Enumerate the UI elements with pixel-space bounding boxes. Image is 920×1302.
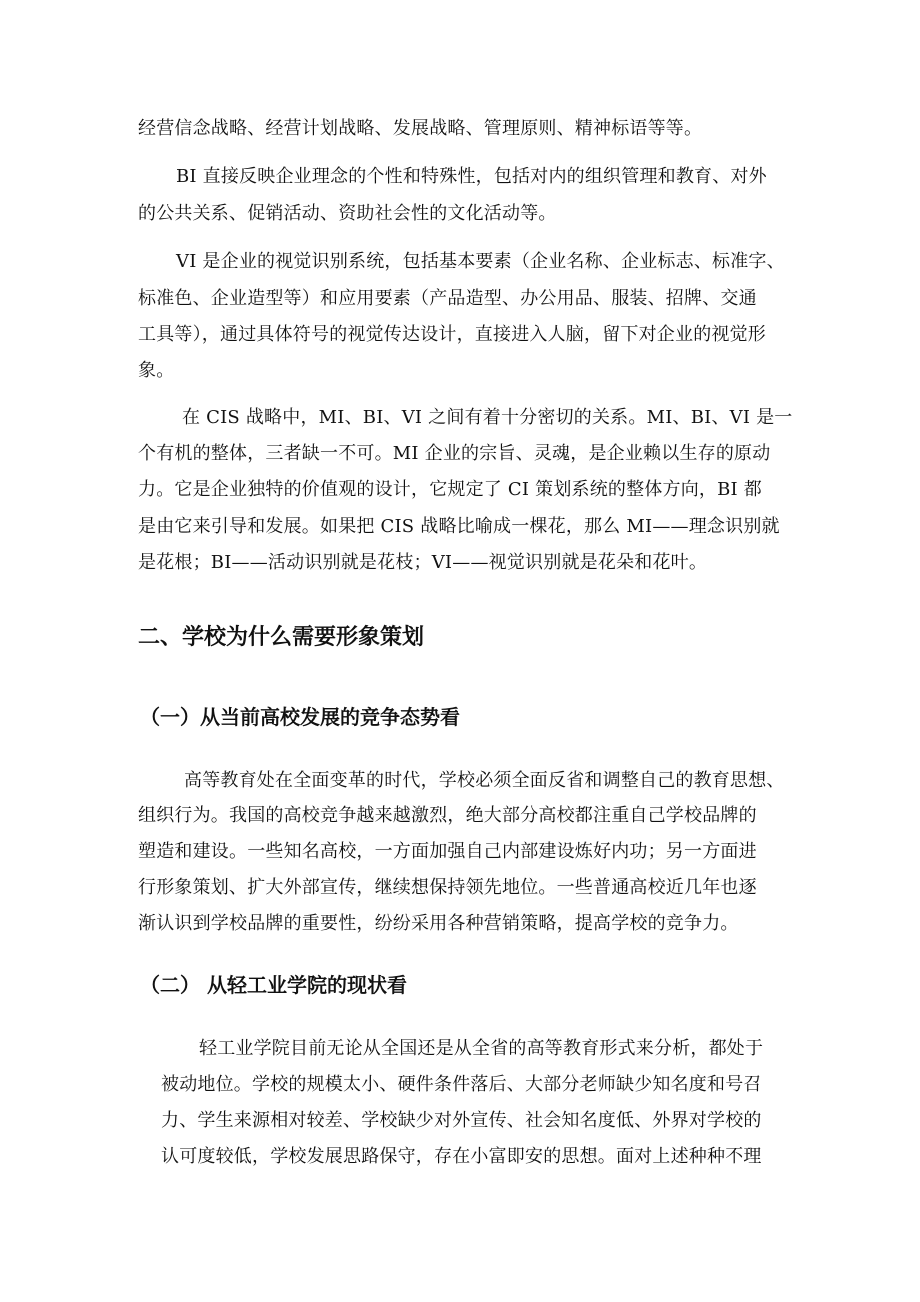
paragraph-line: 是花根；BI——活动识别就是花枝；VI——视觉识别就是花朵和花叶。	[138, 552, 708, 573]
paragraph-line: 在 CIS 战略中，MI、BI、VI 之间有着十分密切的关系。MI、BI、VI 是一	[182, 407, 793, 428]
paragraph-line: 认可度较低，学校发展思路保守，存在小富即安的思想。面对上述种种不理	[161, 1146, 762, 1167]
paragraph-line: 轻工业学院目前无论从全国还是从全省的高等教育形式来分析，都处于	[199, 1038, 764, 1059]
paragraph-line: 行形象策划、扩大外部宣传，继续想保持领先地位。一些普通高校近几年也逐	[138, 877, 757, 898]
paragraph-line: 塑造和建设。一些知名高校，一方面加强自己内部建设炼好内功；另一方面进	[138, 841, 757, 862]
paragraph-line: 个有机的整体，三者缺一不可。MI 企业的宗旨、灵魂，是企业赖以生存的原动	[138, 443, 771, 464]
paragraph-line: 力、学生来源相对较差、学校缺少对外宣传、社会知名度低、外界对学校的	[161, 1110, 762, 1131]
paragraph-line: 渐认识到学校品牌的重要性，纷纷采用各种营销策略，提高学校的竞争力。	[138, 913, 739, 934]
subsection-heading: （二） 从轻工业学院的现状看	[140, 973, 407, 997]
section-heading: 二、学校为什么需要形象策划	[138, 625, 425, 650]
paragraph-line: 高等教育处在全面变革的时代，学校必须全面反省和调整自己的教育思想、	[184, 770, 785, 791]
subsection-heading: （一）从当前高校发展的竞争态势看	[140, 705, 460, 729]
paragraph-line: 标准色、企业造型等）和应用要素（产品造型、办公用品、服装、招牌、交通	[138, 288, 757, 309]
paragraph-line: 经营信念战略、经营计划战略、发展战略、管理原则、精神标语等等。	[138, 118, 703, 139]
paragraph-line: 组织行为。我国的高校竞争越来越激烈，绝大部分高校都注重自己学校品牌的	[138, 805, 757, 826]
paragraph-line: VI 是企业的视觉识别系统，包括基本要素（企业名称、企业标志、标准字、	[176, 251, 785, 272]
paragraph-line: 象。	[138, 360, 175, 381]
paragraph-line: 力。它是企业独特的价值观的设计，它规定了 CI 策划系统的整体方向，BI 都	[138, 479, 762, 500]
paragraph-line: 的公共关系、促销活动、资助社会性的文化活动等。	[138, 203, 557, 224]
paragraph-line: 是由它来引导和发展。如果把 CIS 战略比喻成一棵花，那么 MI——理念识别就	[138, 516, 780, 537]
paragraph-line: 工具等），通过具体符号的视觉传达设计，直接进入人脑，留下对企业的视觉形	[138, 324, 766, 345]
paragraph-line: 被动地位。学校的规模太小、硬件条件落后、大部分老师缺少知名度和号召	[161, 1074, 762, 1095]
paragraph-line: BI 直接反映企业理念的个性和特殊性，包括对内的组织管理和教育、对外	[176, 166, 767, 187]
